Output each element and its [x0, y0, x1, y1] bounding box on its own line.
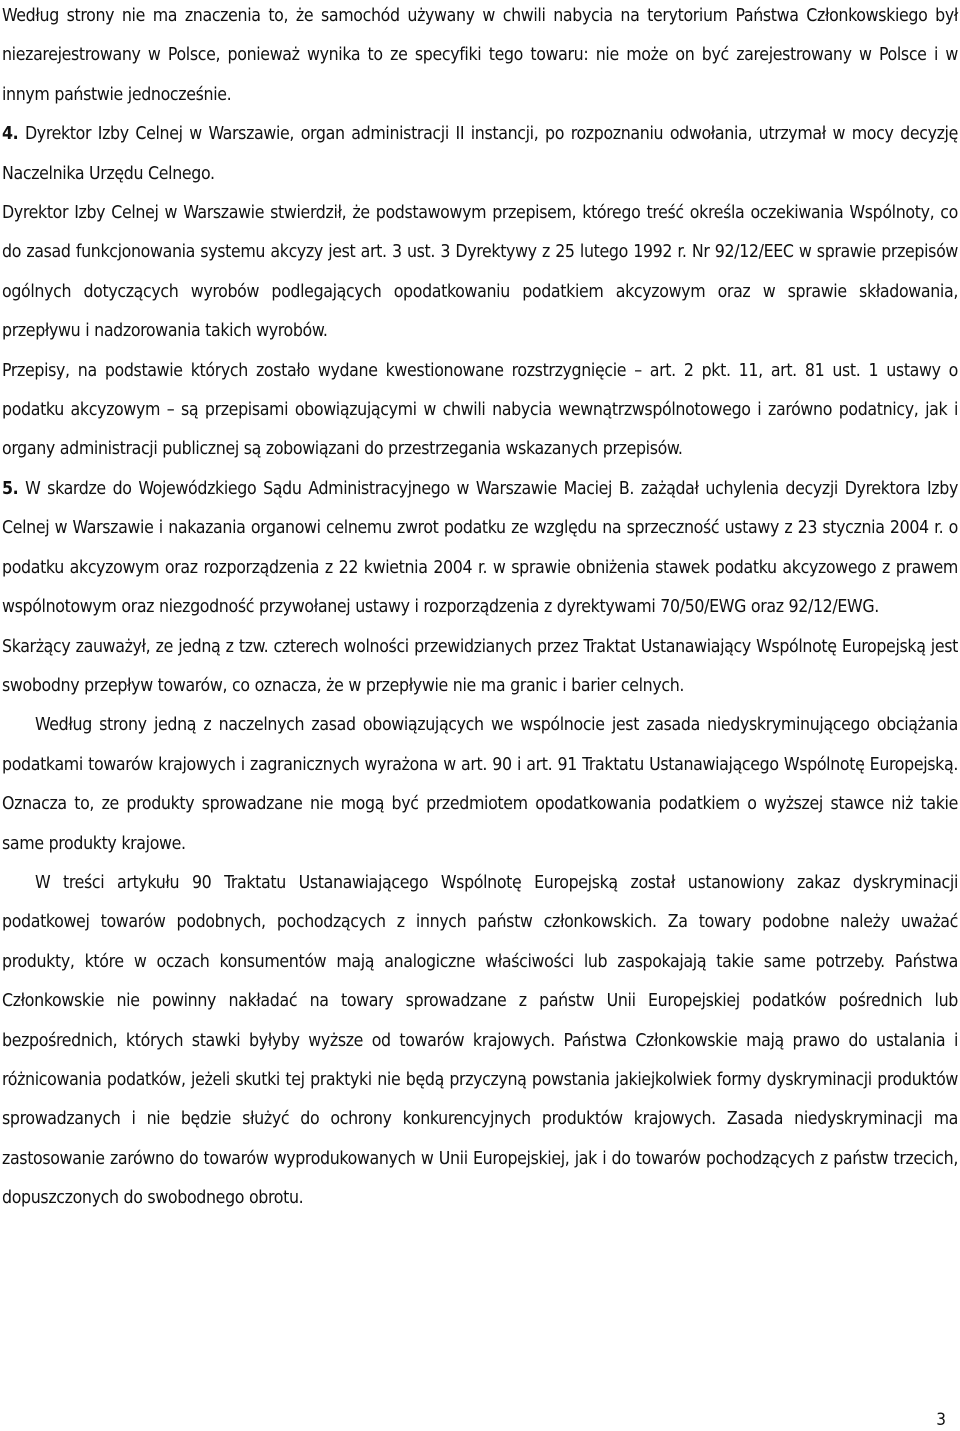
paragraph-7 [2, 706, 958, 864]
document-body [2, 0, 958, 1219]
paragraph-3-text: Dyrektor Izby Celnej w Warszawie stwierdził, że podstawowym przepisem, którego treść określa oczekiwania Wspólnoty, co do zasad funkcjonowania systemu akcyzy jest art. 3 ust. 3 Dyrektywy z 25 lutego 1992 r. Nr 92/12/EEC w sprawie przepisów ogólnych dotyczących wyrobów podlegających opodatkowaniu podatkiem akcyzowym oraz w sprawie składowania, przepływu i nadzorowania takich wyrobów. [2, 203, 958, 342]
paragraph-2-text: Dyrektor Izby Celnej w Warszawie, organ administracji II instancji, po rozpoznaniu odwołania, utrzymał w mocy decyzję Naczelnika Urzędu Celnego. [2, 124, 958, 184]
paragraph-1 [2, 0, 958, 115]
paragraph-1-text: Według strony nie ma znaczenia to, że samochód używany w chwili nabycia na terytorium Państwa Członkowskiego był niezarejestrowany w Polsce, ponieważ wynika to ze specyfiki tego towaru: nie może on być zarejestrowany w Polsce i w innym państwie jednocześnie. [2, 6, 958, 105]
paragraph-5 [2, 470, 958, 628]
paragraph-5-number: 5. [2, 478, 19, 499]
page-number: 3 [936, 1410, 946, 1430]
paragraph-3 [2, 194, 958, 352]
paragraph-8 [2, 864, 958, 1219]
paragraph-6 [2, 628, 958, 707]
paragraph-4 [2, 352, 958, 470]
paragraph-7-text: Według strony jedną z naczelnych zasad obowiązujących we wspólnocie jest zasada niedyskryminującego obciążania podatkami towarów krajowych i zagranicznych wyrażona w art. 90 i art. 91 Traktatu Ustanawiającego Wspólnotę Europejską. Oznacza to, ze produkty sprowadzane nie mogą być przedmiotem opodatkowania podatkiem o wyższej stawce niż takie same produkty krajowe. [2, 715, 958, 854]
paragraph-6-text: Skarżący zauważył, ze jedną z tzw. czterech wolności przewidzianych przez Traktat Ustanawiający Wspólnotę Europejską jest swobodny przepływ towarów, co oznacza, że w przepływie nie ma granic i barier celnych. [2, 636, 958, 696]
paragraph-4-text: Przepisy, na podstawie których zostało wydane kwestionowane rozstrzygnięcie – art. 2 pkt. 11, art. 81 ust. 1 ustawy o podatku akcyzowym – są przepisami obowiązującymi w chwili nabycia wewnątrzwspólnotowego i zarówno podatnicy, jak i organy administracji publicznej są zobowiązani do przestrzegania wskazanych przepisów. [2, 360, 958, 460]
paragraph-8-text: W treści artykułu 90 Traktatu Ustanawiającego Wspólnotę Europejską został ustanowiony zakaz dyskryminacji podatkowej towarów podobnych, pochodzących z innych państw członkowskich. Za towary podobne należy uważać produkty, które w oczach konsumentów mają analogiczne właściwości lub zaspokajają takie same potrzeby. Państwa Członkowskie nie powinny nakładać na towary sprowadzane z państw Unii Europejskiej podatków pośrednich lub bezpośrednich, których stawki byłyby wyższe od towarów krajowych. Państwa Członkowskie mają prawo do ustalania i różnicowania podatków, jeżeli skutki tej praktyki nie będą przyczyną powstania jakiejkolwiek formy dyskryminacji produktów sprowadzanych i nie będzie służyć do ochrony konkurencyjnych produktów krajowych. Zasada niedyskryminacji ma zastosowanie zarówno do towarów wyprodukowanych w Unii Europejskiej, jak i do towarów pochodzących z państw trzecich, dopuszczonych do swobodnego obrotu. [2, 872, 958, 1209]
paragraph-2-number: 4. [2, 124, 19, 145]
paragraph-2 [2, 115, 958, 194]
paragraph-5-text: W skardze do Wojewódzkiego Sądu Administracyjnego w Warszawie Maciej B. zażądał uchylenia decyzji Dyrektora Izby Celnej w Warszawie i nakazania organowi celnemu zwrot podatku ze względu na sprzeczność ustawy z 23 stycznia 2004 r. o podatku akcyzowym oraz rozporządzenia z 22 kwietnia 2004 r. w sprawie obniżenia stawek podatku akcyzowego z prawem wspólnotowym oraz niezgodność przywołanej ustawy i rozporządzenia z dyrektywami 70/50/EWG oraz 92/12/EWG. [2, 478, 958, 618]
